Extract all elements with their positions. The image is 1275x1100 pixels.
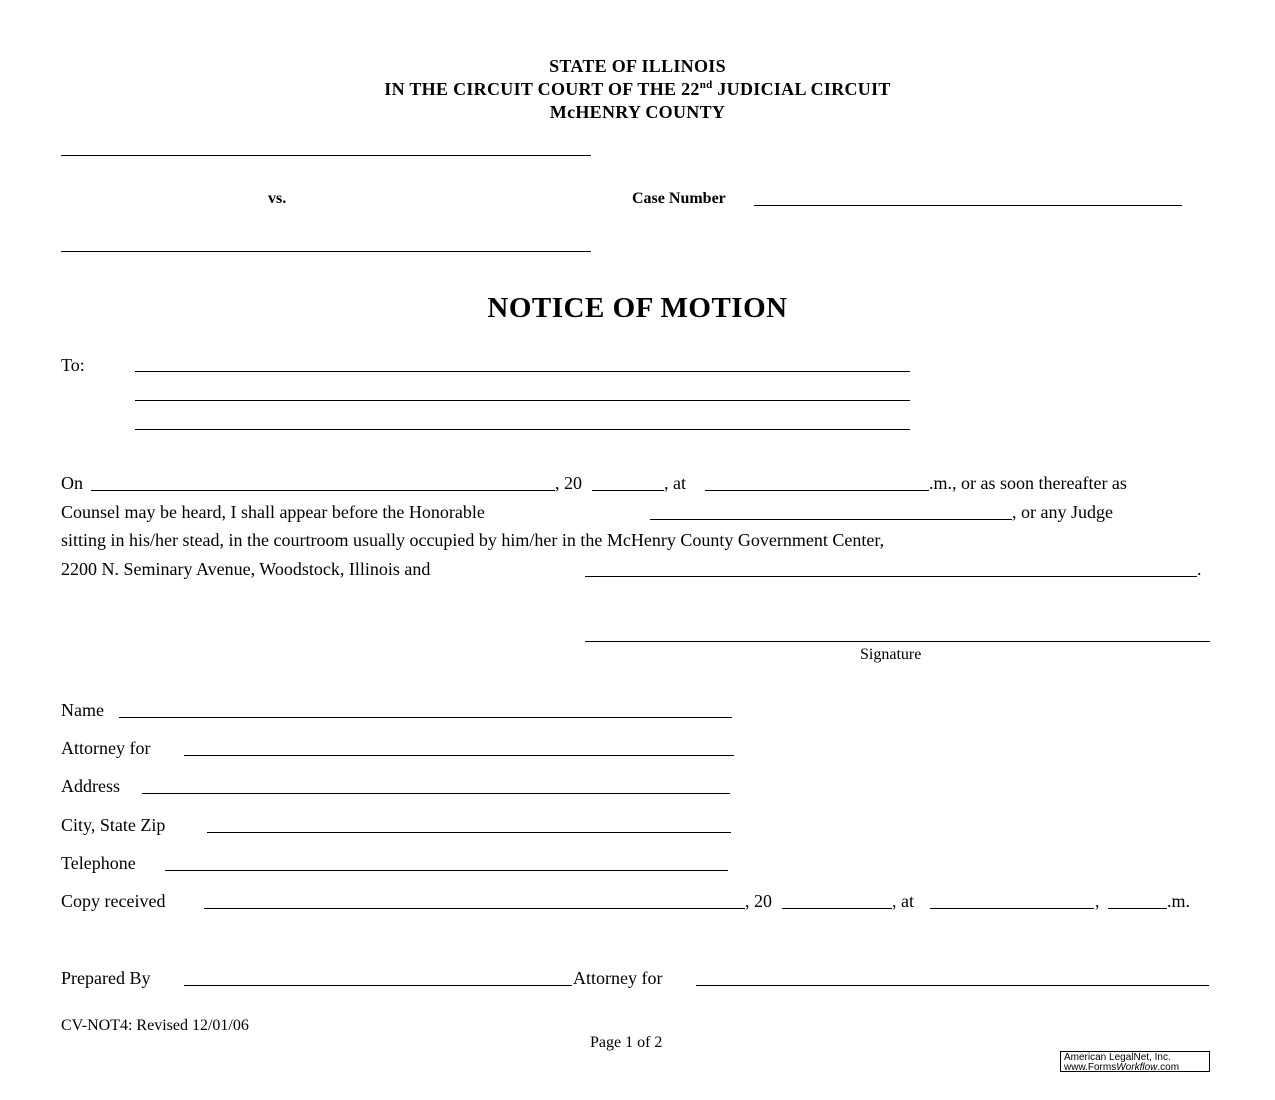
copy-comma: , — [1095, 891, 1100, 911]
prepared-attorney-for-line[interactable] — [696, 985, 1209, 986]
case-number-line[interactable] — [754, 205, 1182, 206]
attorney-for-line[interactable] — [184, 755, 734, 756]
to-label: To: — [61, 355, 85, 375]
copy-time-line[interactable] — [930, 908, 1094, 909]
hearing-time-line[interactable] — [705, 490, 929, 491]
on-label: On — [61, 473, 83, 493]
publisher-url-pre: www.Forms — [1064, 1062, 1117, 1073]
publisher-url-post: .com — [1157, 1062, 1180, 1073]
publisher-badge — [1060, 1051, 1210, 1072]
at-label: , at — [664, 473, 686, 493]
publisher-name: American LegalNet, Inc. — [1064, 1052, 1171, 1063]
court-circuit-heading — [0, 79, 1275, 100]
to-line-1[interactable] — [135, 371, 910, 372]
hearing-year-line[interactable] — [592, 490, 664, 491]
court-state-heading: STATE OF ILLINOIS — [549, 56, 726, 76]
courtroom-text: sitting in his/her stead, in the courtroom usually occupied by him/her in the McHenry County Government Center, — [61, 530, 885, 550]
counsel-text: Counsel may be heard, I shall appear before the Honorable — [61, 502, 485, 522]
city-state-zip-line[interactable] — [207, 832, 731, 833]
to-line-3[interactable] — [135, 429, 910, 430]
city-state-zip-label: City, State Zip — [61, 815, 166, 835]
time-suffix-text: .m., or as soon thereafter as — [929, 473, 1127, 493]
year-prefix-label: , 20 — [555, 473, 582, 493]
address-line[interactable] — [142, 793, 730, 794]
name-line[interactable] — [119, 717, 732, 718]
judge-name-line[interactable] — [650, 519, 1012, 520]
body-period: . — [1197, 559, 1202, 579]
case-number-label: Case Number — [632, 190, 726, 207]
copy-meridiem-line[interactable] — [1108, 908, 1167, 909]
form-revision-id: CV-NOT4: Revised 12/01/06 — [61, 1017, 249, 1034]
telephone-line[interactable] — [165, 870, 728, 871]
motion-description-line[interactable] — [585, 576, 1197, 577]
prepared-attorney-for-label: Attorney for — [573, 968, 663, 988]
telephone-label: Telephone — [61, 853, 136, 873]
address-label: Address — [61, 776, 120, 796]
copy-year-line[interactable] — [782, 908, 892, 909]
circuit-heading-pre: IN THE CIRCUIT COURT OF THE 22 — [384, 79, 700, 99]
prepared-by-line[interactable] — [184, 985, 572, 986]
vs-label: vs. — [268, 190, 287, 207]
plaintiff-name-line[interactable] — [61, 155, 591, 156]
circuit-ordinal-suffix: nd — [699, 79, 713, 91]
copy-received-date-line[interactable] — [204, 908, 745, 909]
copy-at-label: , at — [892, 891, 914, 911]
to-line-2[interactable] — [135, 400, 910, 401]
page-number: Page 1 of 2 — [590, 1034, 663, 1051]
circuit-heading-post: JUDICIAL CIRCUIT — [712, 79, 891, 99]
defendant-name-line[interactable] — [61, 251, 591, 252]
prepared-by-label: Prepared By — [61, 968, 151, 988]
court-county-heading: McHENRY COUNTY — [549, 102, 726, 122]
signature-label: Signature — [860, 646, 922, 663]
copy-received-label: Copy received — [61, 891, 166, 911]
signature-line[interactable] — [585, 641, 1210, 642]
publisher-url — [1064, 1063, 1206, 1073]
copy-year-prefix: , 20 — [745, 891, 772, 911]
address-text: 2200 N. Seminary Avenue, Woodstock, Illinois and — [61, 559, 431, 579]
hearing-date-line[interactable] — [91, 490, 555, 491]
any-judge-text: , or any Judge — [1012, 502, 1113, 522]
attorney-for-label: Attorney for — [61, 738, 151, 758]
document-title: NOTICE OF MOTION — [487, 292, 788, 324]
publisher-url-em: Workflow — [1116, 1062, 1158, 1073]
copy-m-suffix: .m. — [1167, 891, 1191, 911]
name-label: Name — [61, 700, 104, 720]
